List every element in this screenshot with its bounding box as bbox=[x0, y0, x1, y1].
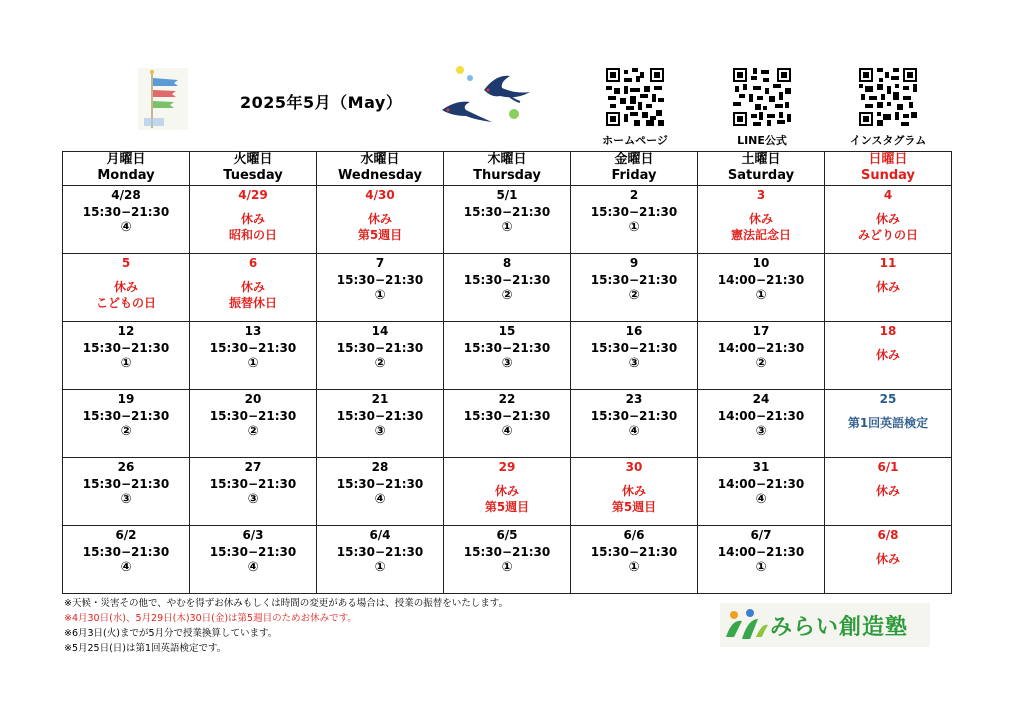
class-number: ① bbox=[755, 560, 767, 575]
day-cell bbox=[825, 322, 952, 390]
class-number: ① bbox=[120, 356, 132, 371]
day-date: 10 bbox=[752, 256, 770, 270]
day-date: 20 bbox=[244, 392, 262, 406]
day-date: 9 bbox=[629, 256, 639, 270]
class-number: ② bbox=[120, 424, 132, 439]
day-cell bbox=[444, 254, 571, 322]
notes bbox=[64, 596, 508, 656]
class-number: ① bbox=[374, 560, 386, 575]
day-note: 第5週目 bbox=[357, 228, 403, 242]
day-date: 4 bbox=[883, 188, 893, 202]
day-cell bbox=[825, 526, 952, 594]
day-date: 6/5 bbox=[496, 528, 518, 542]
day-date: 6/3 bbox=[242, 528, 264, 542]
day-date: 15 bbox=[498, 324, 516, 338]
day-cell bbox=[190, 186, 317, 254]
weekday-header: 水曜日 Wednesday bbox=[317, 152, 444, 186]
day-date: 5/1 bbox=[496, 188, 518, 202]
day-date: 25 bbox=[879, 392, 897, 406]
day-cell bbox=[571, 186, 698, 254]
day-date: 17 bbox=[752, 324, 770, 338]
day-date: 26 bbox=[117, 460, 135, 474]
day-time: 15:30−21:30 bbox=[590, 408, 678, 423]
day-cell bbox=[444, 322, 571, 390]
day-status: 休み bbox=[748, 211, 773, 226]
day-status: 休み bbox=[875, 347, 900, 362]
day-status: 休み bbox=[494, 483, 519, 498]
class-number: ① bbox=[755, 288, 767, 303]
class-number: ④ bbox=[120, 560, 132, 575]
day-cell bbox=[825, 390, 952, 458]
day-cell bbox=[825, 458, 952, 526]
koinobori-illustration-icon bbox=[138, 68, 188, 130]
class-number: ④ bbox=[755, 492, 767, 507]
day-time: 15:30−21:30 bbox=[463, 408, 551, 423]
day-cell bbox=[825, 254, 952, 322]
weekday-header-row bbox=[63, 152, 952, 186]
day-time: 14:00−21:30 bbox=[717, 544, 805, 559]
day-status: 休み bbox=[621, 483, 646, 498]
day-date: 7 bbox=[375, 256, 385, 270]
class-number: ④ bbox=[501, 424, 513, 439]
day-date: 5 bbox=[121, 256, 131, 270]
day-cell bbox=[698, 254, 825, 322]
weekday-header: 金曜日 Friday bbox=[571, 152, 698, 186]
day-note: 振替休日 bbox=[228, 296, 277, 310]
day-date: 4/29 bbox=[238, 188, 268, 202]
week-row bbox=[63, 322, 952, 390]
logo-text: みらい創造塾 bbox=[770, 615, 909, 640]
weekday-header: 木曜日 Thursday bbox=[444, 152, 571, 186]
day-cell bbox=[444, 458, 571, 526]
class-number: ② bbox=[628, 288, 640, 303]
day-time: 14:00−21:30 bbox=[717, 408, 805, 423]
day-cell bbox=[317, 458, 444, 526]
day-cell bbox=[698, 526, 825, 594]
day-note: みどりの日 bbox=[857, 228, 918, 242]
weekday-header: 月曜日 Monday bbox=[63, 152, 190, 186]
class-number: ② bbox=[501, 288, 513, 303]
calendar-title: 2025年5月（May） bbox=[240, 93, 403, 112]
day-date: 8 bbox=[502, 256, 512, 270]
class-number: ④ bbox=[628, 424, 640, 439]
note-line: ※5月25日(日)は第1回英語検定です。 bbox=[64, 643, 227, 654]
day-time: 15:30−21:30 bbox=[82, 476, 170, 491]
note-line: ※6月3日(火)までが5月分で授業換算しています。 bbox=[64, 628, 278, 639]
day-time: 14:00−21:30 bbox=[717, 476, 805, 491]
day-date: 19 bbox=[117, 392, 135, 406]
day-date: 14 bbox=[371, 324, 389, 338]
day-time: 15:30−21:30 bbox=[82, 204, 170, 219]
note-line: ※4月30日(水)、5月29日(木)30日(金)は第5週目のためお休みです。 bbox=[64, 613, 357, 624]
day-time: 14:00−21:30 bbox=[717, 272, 805, 287]
day-cell bbox=[698, 186, 825, 254]
day-date: 4/30 bbox=[365, 188, 395, 202]
day-date: 18 bbox=[879, 324, 897, 338]
week-row bbox=[63, 186, 952, 254]
day-cell bbox=[190, 458, 317, 526]
class-number: ③ bbox=[247, 492, 259, 507]
day-cell bbox=[571, 458, 698, 526]
calendar-table bbox=[62, 151, 952, 594]
day-date: 6/6 bbox=[623, 528, 645, 542]
day-cell bbox=[571, 526, 698, 594]
day-time: 15:30−21:30 bbox=[209, 476, 297, 491]
class-number: ① bbox=[628, 560, 640, 575]
day-status: 休み bbox=[113, 279, 138, 294]
day-date: 6/1 bbox=[877, 460, 899, 474]
day-note: 憲法記念日 bbox=[730, 228, 791, 242]
day-status: 休み bbox=[367, 211, 392, 226]
day-date: 6 bbox=[248, 256, 258, 270]
day-cell bbox=[63, 254, 190, 322]
class-number: ① bbox=[628, 220, 640, 235]
day-date: 22 bbox=[498, 392, 516, 406]
weekday-header: 火曜日 Tuesday bbox=[190, 152, 317, 186]
day-date: 21 bbox=[371, 392, 389, 406]
day-cell bbox=[63, 526, 190, 594]
day-date: 6/8 bbox=[877, 528, 899, 542]
day-date: 2 bbox=[629, 188, 639, 202]
qr-code-icon[interactable] bbox=[733, 68, 791, 126]
day-date: 31 bbox=[752, 460, 770, 474]
day-cell bbox=[190, 322, 317, 390]
day-cell bbox=[825, 186, 952, 254]
day-cell bbox=[698, 458, 825, 526]
day-cell bbox=[317, 526, 444, 594]
day-cell bbox=[63, 458, 190, 526]
day-status: 第1回英語検定 bbox=[847, 415, 929, 430]
qr-code-icon[interactable] bbox=[859, 68, 917, 126]
day-cell bbox=[317, 390, 444, 458]
day-date: 28 bbox=[371, 460, 389, 474]
qr-label-instagram: インスタグラム bbox=[849, 134, 927, 147]
week-row bbox=[63, 458, 952, 526]
qr-label-line: LINE公式 bbox=[737, 134, 787, 147]
class-number: ② bbox=[374, 356, 386, 371]
day-date: 16 bbox=[625, 324, 643, 338]
week-row bbox=[63, 390, 952, 458]
class-number: ② bbox=[755, 356, 767, 371]
day-cell bbox=[63, 322, 190, 390]
qr-label-homepage: ホームページ bbox=[602, 134, 668, 147]
day-date: 13 bbox=[244, 324, 262, 338]
day-time: 15:30−21:30 bbox=[590, 272, 678, 287]
day-note: 昭和の日 bbox=[228, 228, 277, 242]
day-time: 15:30−21:30 bbox=[463, 204, 551, 219]
day-cell bbox=[63, 390, 190, 458]
day-cell bbox=[571, 254, 698, 322]
day-status: 休み bbox=[240, 279, 265, 294]
day-cell bbox=[317, 322, 444, 390]
day-time: 15:30−21:30 bbox=[82, 408, 170, 423]
class-number: ③ bbox=[501, 356, 513, 371]
swallows-illustration-icon bbox=[440, 66, 536, 130]
day-status: 休み bbox=[875, 483, 900, 498]
week-row bbox=[63, 254, 952, 322]
day-cell bbox=[190, 254, 317, 322]
day-cell bbox=[571, 322, 698, 390]
day-time: 14:00−21:30 bbox=[717, 340, 805, 355]
day-time: 15:30−21:30 bbox=[590, 204, 678, 219]
day-cell bbox=[190, 526, 317, 594]
day-date: 24 bbox=[752, 392, 770, 406]
day-time: 15:30−21:30 bbox=[336, 544, 424, 559]
day-time: 15:30−21:30 bbox=[209, 544, 297, 559]
day-date: 11 bbox=[879, 256, 897, 270]
day-time: 15:30−21:30 bbox=[82, 544, 170, 559]
day-date: 3 bbox=[756, 188, 766, 202]
day-cell bbox=[444, 526, 571, 594]
day-time: 15:30−21:30 bbox=[463, 272, 551, 287]
day-note: 第5週目 bbox=[484, 500, 530, 514]
day-status: 休み bbox=[875, 211, 900, 226]
day-cell bbox=[317, 254, 444, 322]
day-date: 29 bbox=[498, 460, 516, 474]
class-number: ① bbox=[501, 560, 513, 575]
day-date: 12 bbox=[117, 324, 135, 338]
qr-code-icon[interactable] bbox=[606, 68, 664, 126]
day-cell bbox=[63, 186, 190, 254]
class-number: ① bbox=[501, 220, 513, 235]
day-time: 15:30−21:30 bbox=[336, 340, 424, 355]
class-number: ① bbox=[374, 288, 386, 303]
day-cell bbox=[571, 390, 698, 458]
day-time: 15:30−21:30 bbox=[209, 340, 297, 355]
note-line: ※天候・災害その他で、やむを得ずお休みもしくは時間の変更がある場合は、授業の振替をいたします。 bbox=[64, 598, 509, 609]
class-number: ④ bbox=[247, 560, 259, 575]
day-time: 15:30−21:30 bbox=[336, 408, 424, 423]
day-time: 15:30−21:30 bbox=[590, 340, 678, 355]
day-note: 第5週目 bbox=[611, 500, 657, 514]
day-status: 休み bbox=[875, 551, 900, 566]
class-number: ③ bbox=[628, 356, 640, 371]
day-time: 15:30−21:30 bbox=[336, 272, 424, 287]
day-time: 15:30−21:30 bbox=[590, 544, 678, 559]
class-number: ③ bbox=[755, 424, 767, 439]
class-number: ① bbox=[247, 356, 259, 371]
class-number: ③ bbox=[120, 492, 132, 507]
week-row bbox=[63, 526, 952, 594]
day-time: 15:30−21:30 bbox=[463, 544, 551, 559]
day-status: 休み bbox=[875, 279, 900, 294]
class-number: ② bbox=[247, 424, 259, 439]
class-number: ④ bbox=[120, 220, 132, 235]
day-cell bbox=[444, 390, 571, 458]
day-date: 4/28 bbox=[111, 188, 141, 202]
day-date: 30 bbox=[625, 460, 643, 474]
weekday-header: 土曜日 Saturday bbox=[698, 152, 825, 186]
day-cell bbox=[698, 390, 825, 458]
day-time: 15:30−21:30 bbox=[209, 408, 297, 423]
day-date: 6/2 bbox=[115, 528, 137, 542]
day-cell bbox=[190, 390, 317, 458]
day-date: 6/4 bbox=[369, 528, 391, 542]
day-time: 15:30−21:30 bbox=[463, 340, 551, 355]
day-cell bbox=[317, 186, 444, 254]
day-time: 15:30−21:30 bbox=[336, 476, 424, 491]
day-note: こどもの日 bbox=[95, 296, 156, 310]
day-date: 6/7 bbox=[750, 528, 772, 542]
weekday-header: 日曜日 Sunday bbox=[825, 152, 952, 186]
class-number: ④ bbox=[374, 492, 386, 507]
day-time: 15:30−21:30 bbox=[82, 340, 170, 355]
day-status: 休み bbox=[240, 211, 265, 226]
day-date: 23 bbox=[625, 392, 643, 406]
day-cell bbox=[698, 322, 825, 390]
day-date: 27 bbox=[244, 460, 262, 474]
class-number: ③ bbox=[374, 424, 386, 439]
day-cell bbox=[444, 186, 571, 254]
